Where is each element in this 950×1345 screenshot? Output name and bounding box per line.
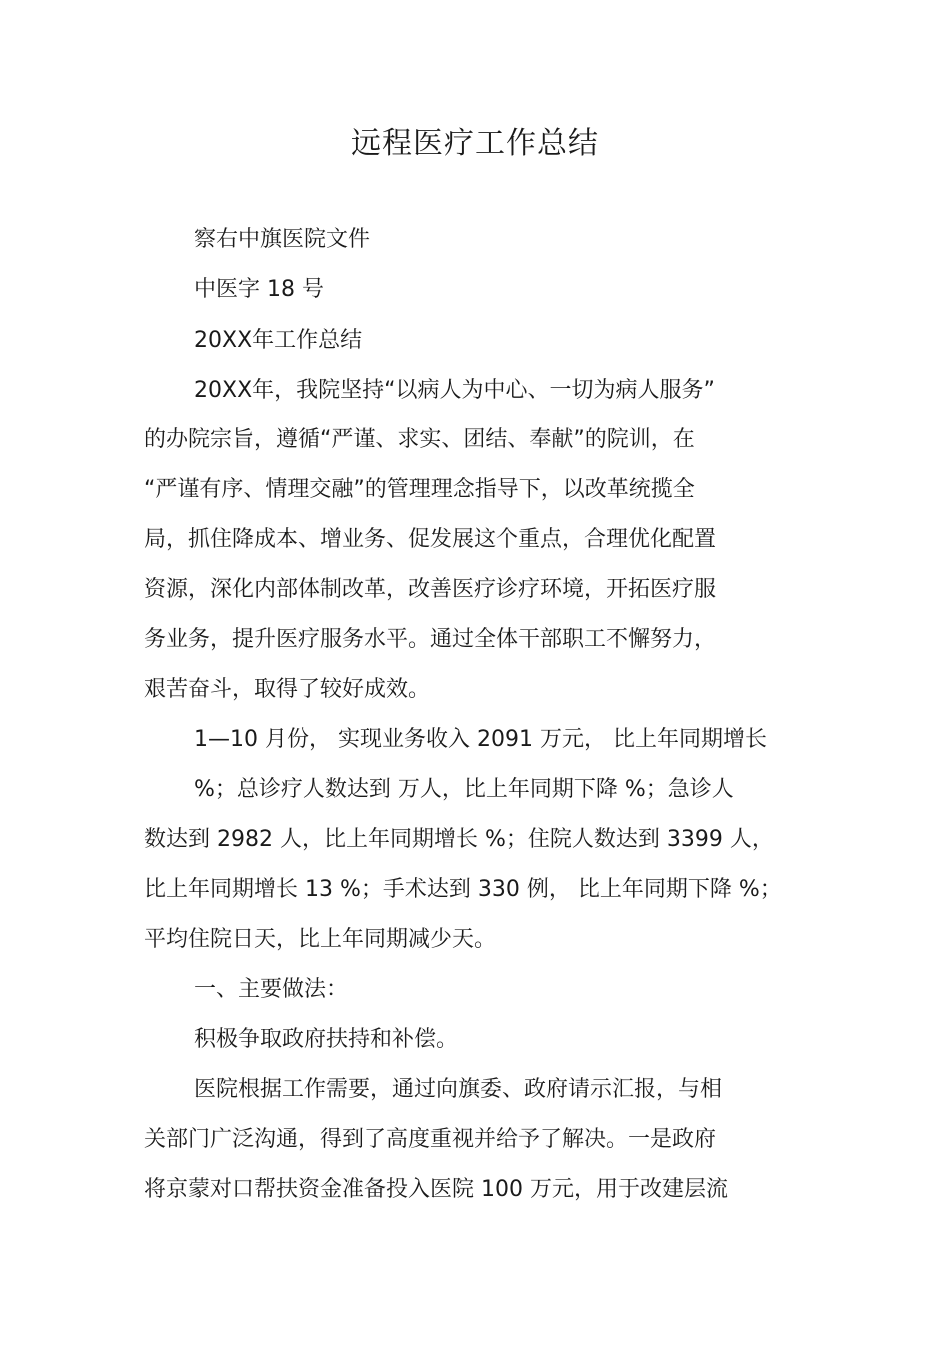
subtitle-line: 20XX年工作总结 [194,328,363,353]
paragraph-line: 将京蒙对口帮扶资金准备投入医院 100 万元，用于改建层流 [144,1177,728,1202]
subsection-heading: 积极争取政府扶持和补偿。 [194,1027,459,1052]
paragraph-line: 艰苦奋斗，取得了较好成效。 [144,677,431,702]
document-title: 远程医疗工作总结 [351,126,599,161]
paragraph-line: 医院根据工作需要，通过向旗委、政府请示汇报，与相 [194,1077,723,1102]
statistics-line: 数达到 2982 人，比上年同期增长 %；住院人数达到 3399 人， [144,827,774,852]
paragraph-line: 关部门广泛沟通，得到了高度重视并给予了解决。一是政府 [144,1127,717,1152]
paragraph-line: 20XX年，我院坚持“以病人为中心、一切为病人服务” [194,378,715,403]
paragraph-line: 务业务，提升医疗服务水平。通过全体干部职工不懈努力， [144,627,717,652]
paragraph-line: 的办院宗旨，遵循“严谨、求实、团结、奉献”的院训，在 [144,427,695,452]
paragraph-line: 局，抓住降成本、增业务、促发展这个重点，合理优化配置 [144,527,717,552]
statistics-line: 平均住院日天，比上年同期减少天。 [144,927,497,952]
paragraph-line: 资源，深化内部体制改革，改善医疗诊疗环境，开拓医疗服 [144,577,717,602]
statistics-line: 1—10 月份， 实现业务收入 2091 万元， 比上年同期增长 [194,727,767,752]
section-heading: 一、主要做法： [194,977,349,1002]
document-number: 中医字 18 号 [194,277,324,302]
paragraph-line: “严谨有序、情理交融”的管理理念指导下，以改革统揽全 [144,477,695,502]
statistics-line: %；总诊疗人数达到 万人，比上年同期下降 %；急诊人 [194,777,734,802]
issuer-line: 察右中旗医院文件 [194,227,371,252]
statistics-line: 比上年同期增长 13 %；手术达到 330 例， 比上年同期下降 %； [144,877,782,902]
